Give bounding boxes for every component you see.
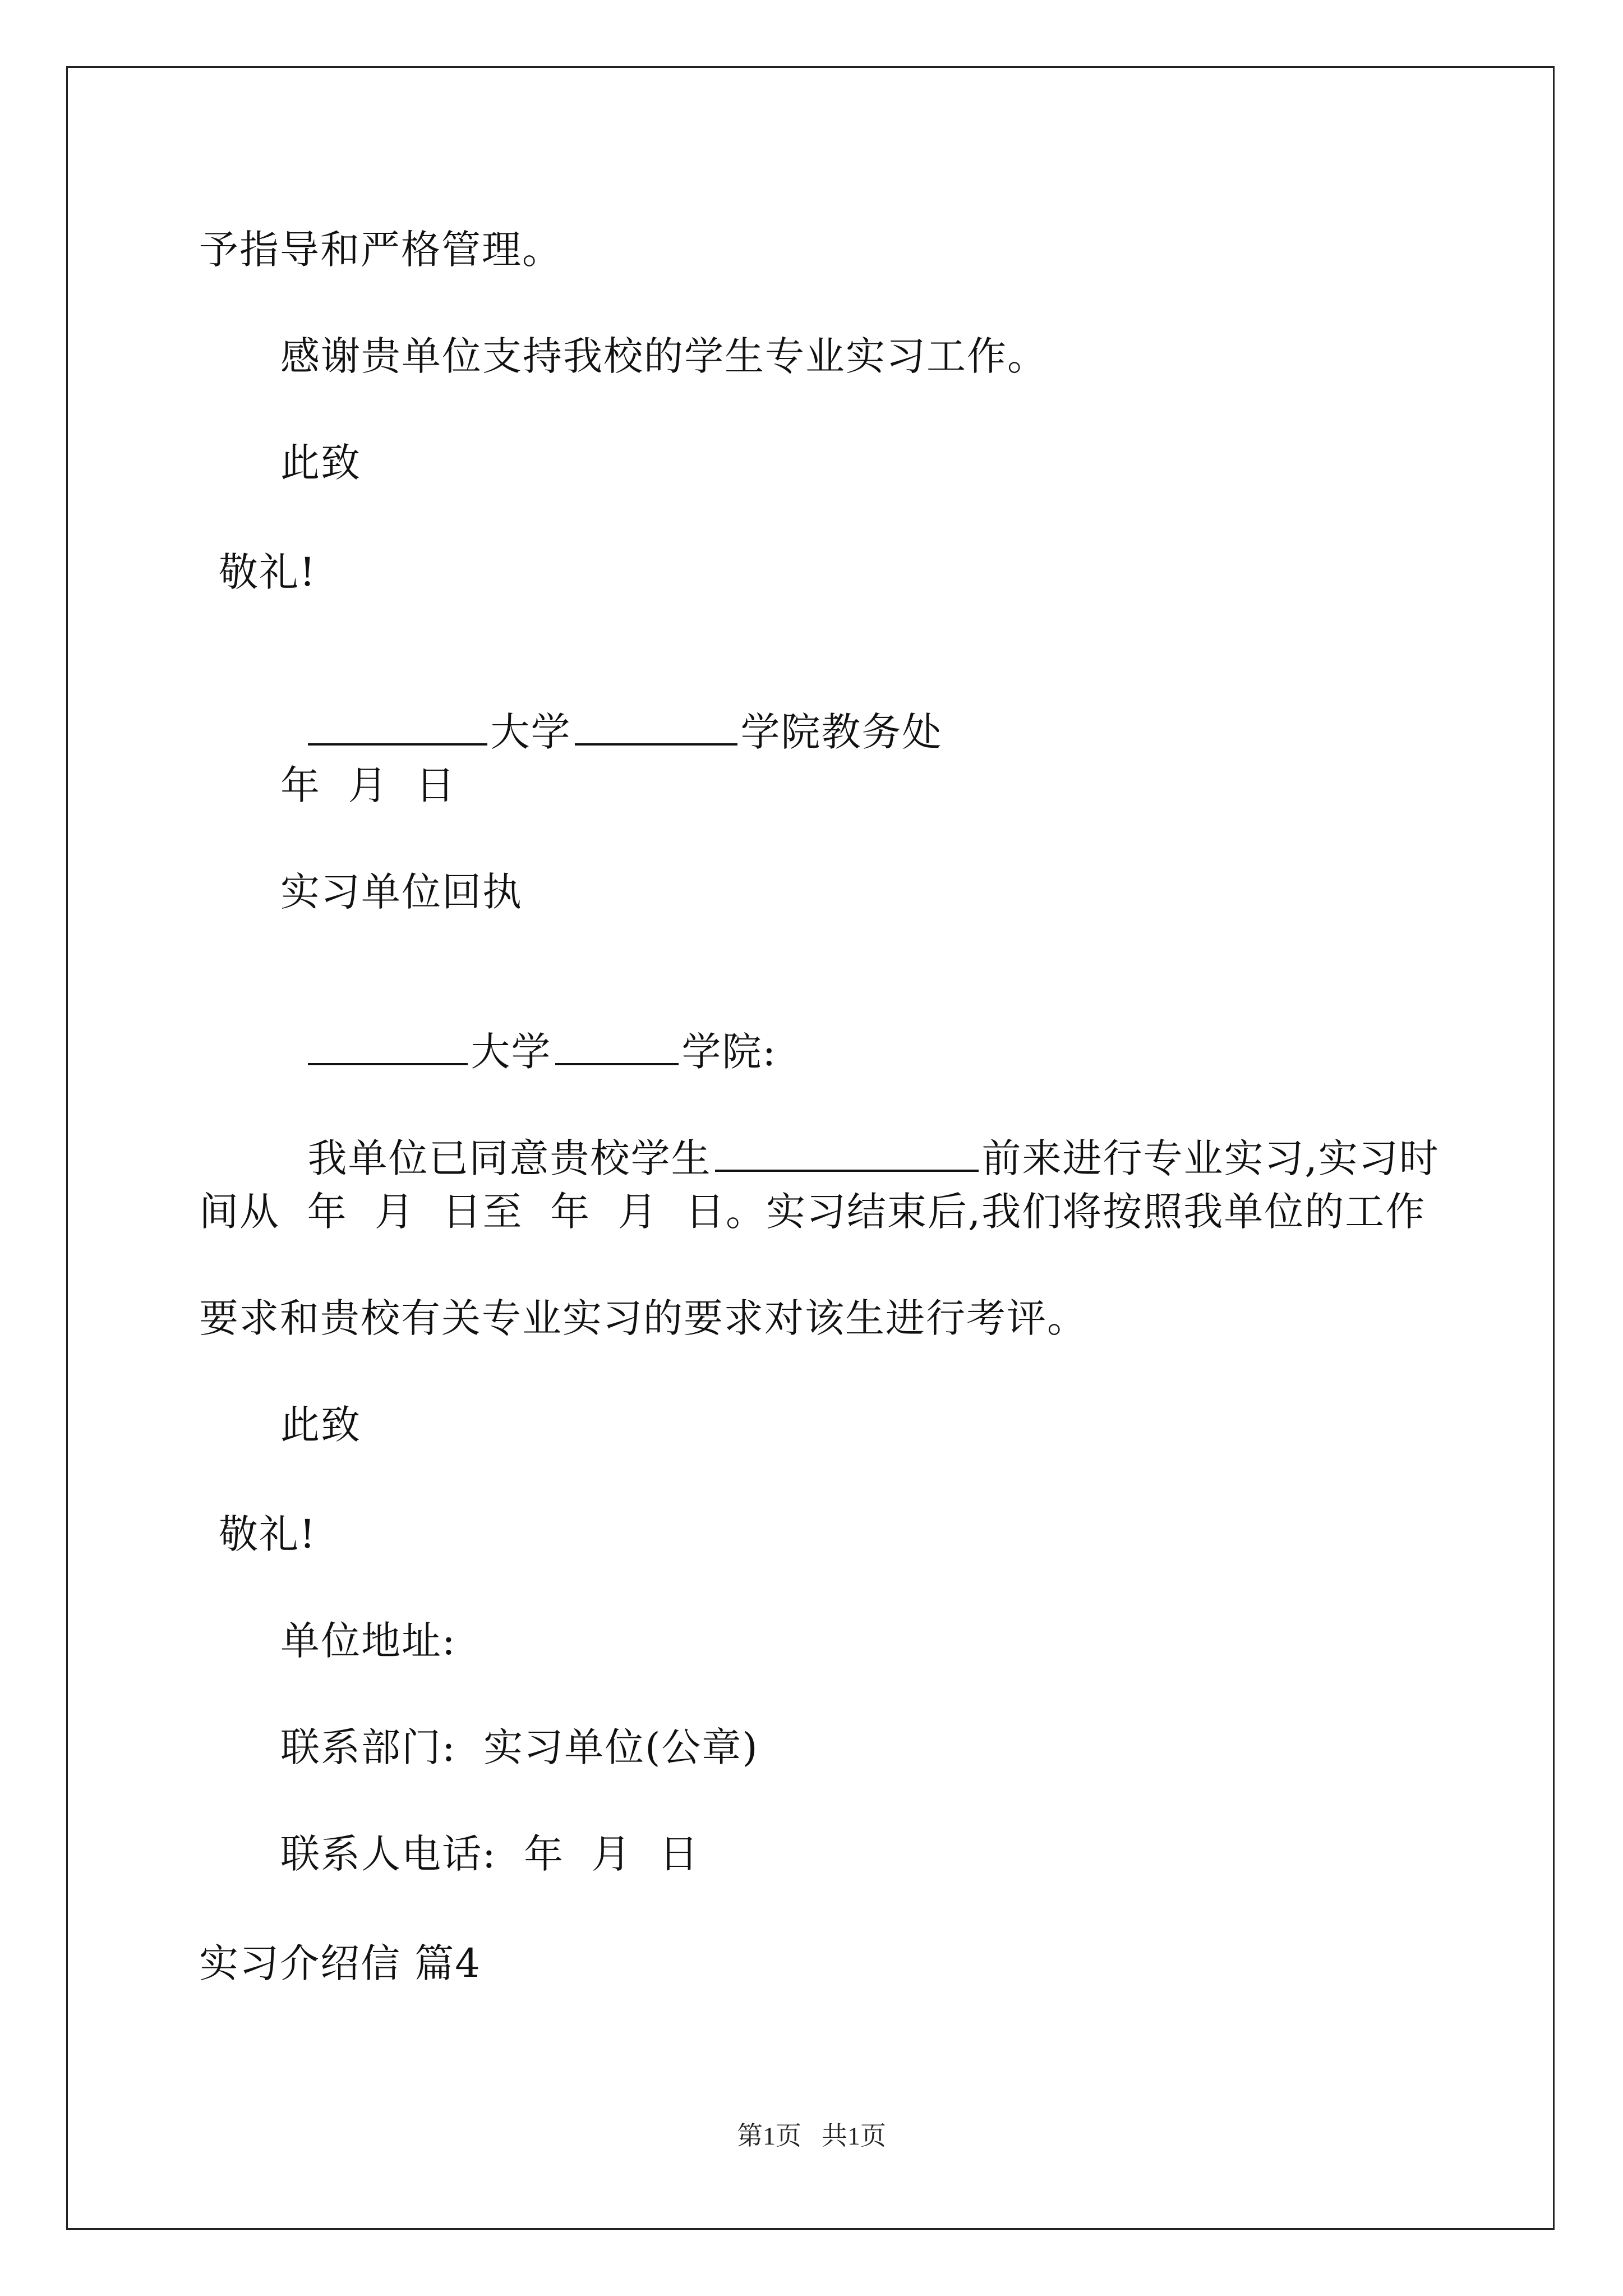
body-line-3: 要求和贵校有关专业实习的要求对该生进行考评。: [199, 1295, 1087, 1341]
body-line-1-prefix: 我单位已同意贵校学生: [307, 1135, 712, 1181]
college-name-blank: [555, 1024, 679, 1065]
addressee-line: [280, 973, 777, 1077]
body-line-1: [280, 1080, 1440, 1184]
text-line-thanks: 感谢贵单位支持我校的学生专业实习工作。: [280, 333, 1048, 379]
university-name-blank: [308, 704, 487, 746]
page-footer: [0, 2119, 1623, 2153]
university-suffix: 大学: [490, 709, 571, 755]
contact-department-line: 联系部门: 实习单位(公章): [280, 1724, 759, 1770]
salutation: 敬礼!: [219, 549, 317, 595]
college-suffix: 学院:: [681, 1029, 777, 1075]
unit-address-label: 单位地址:: [280, 1618, 457, 1664]
section-heading: 实习介绍信 篇4: [199, 1940, 481, 1986]
student-name-blank: [715, 1130, 979, 1172]
university-name-blank: [308, 1024, 468, 1065]
sender-line: [280, 654, 943, 757]
university-suffix: 大学: [471, 1029, 552, 1075]
sender-date: 年 月 日: [280, 762, 457, 808]
closing-phrase: 此致: [280, 440, 361, 486]
contact-phone-line: 联系人电话: 年 月 日: [280, 1831, 700, 1877]
body-line-2: 间从 年 月 日至 年 月 日。实习结束后,我们将按照我单位的工作: [199, 1189, 1426, 1235]
closing-phrase: 此致: [280, 1402, 361, 1448]
page-number: 第1页: [737, 2122, 801, 2150]
body-line-1-suffix: 前来进行专业实习,实习时: [981, 1135, 1440, 1181]
reply-section-title: 实习单位回执: [280, 869, 523, 915]
page-total: 共1页: [822, 2122, 886, 2150]
salutation: 敬礼!: [219, 1511, 317, 1557]
college-name-blank: [575, 704, 737, 746]
text-line-continuation: 予指导和严格管理。: [199, 227, 562, 273]
college-suffix: 学院教务处: [740, 709, 943, 755]
